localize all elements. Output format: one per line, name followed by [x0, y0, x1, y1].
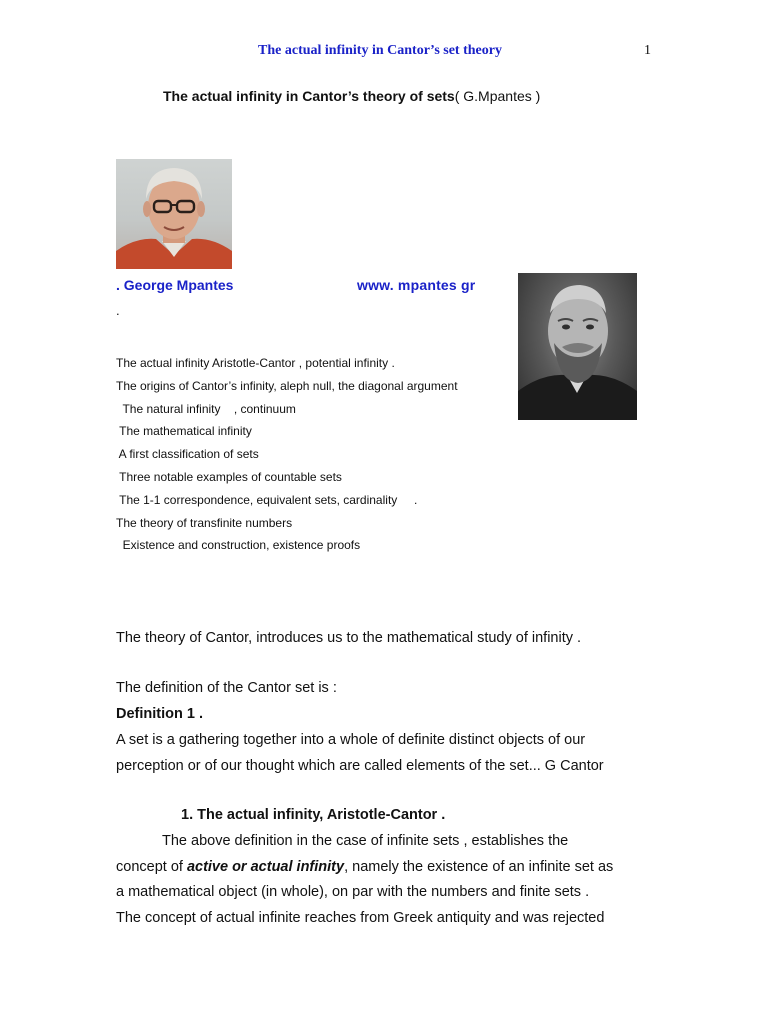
- line-text: concept of: [116, 858, 187, 875]
- paragraph-line: [116, 855, 676, 881]
- toc-item: The actual infinity Aristotle-Cantor , potential infinity .: [116, 356, 395, 370]
- section-paragraph: [116, 829, 676, 931]
- document-title-main: The actual infinity in Cantor’s theory of sets: [163, 88, 455, 104]
- author-name: . George Mpantes: [116, 277, 234, 293]
- intro-paragraph: The theory of Cantor, introduces us to the mathematical study of infinity .: [116, 630, 582, 646]
- toc-item: The natural infinity , continuum: [116, 401, 296, 416]
- separator-dot: .: [116, 303, 120, 318]
- toc-item: Three notable examples of countable sets: [116, 469, 342, 484]
- paragraph-line: The above definition in the case of infinite sets , establishes the: [162, 833, 569, 849]
- paragraph-line: a mathematical object (in whole), on par with the numbers and finite sets .: [116, 884, 590, 900]
- definition-label: Definition 1 .: [116, 706, 203, 722]
- author-website-link[interactable]: www. mpantes gr: [357, 277, 476, 293]
- document-title-author: ( G.Mpantes ): [454, 88, 541, 104]
- definition-text: [116, 728, 676, 779]
- definition-line: A set is a gathering together into a whole of definite distinct objects of our: [116, 732, 586, 748]
- document-title: [163, 88, 540, 104]
- section-heading: 1. The actual infinity, Aristotle-Cantor .: [181, 807, 446, 823]
- running-header-title: The actual infinity in Cantor’s set theory: [258, 43, 502, 58]
- toc-item: A first classification of sets: [116, 447, 259, 462]
- toc-item: The mathematical infinity: [116, 424, 252, 439]
- toc-item: The theory of transfinite numbers: [116, 515, 293, 530]
- page-number: 1: [644, 43, 651, 58]
- definition-line: perception or of our thought which are called elements of the set... G Cantor: [116, 757, 604, 774]
- line-text: , namely the existence of an infinite set as: [344, 858, 614, 875]
- table-of-contents: [116, 352, 458, 557]
- toc-item: The origins of Cantor’s infinity, aleph null, the diagonal argument: [116, 378, 458, 393]
- author-photo: [116, 159, 232, 269]
- toc-item: Existence and construction, existence proofs: [116, 538, 361, 553]
- toc-item: The 1-1 correspondence, equivalent sets, cardinality .: [116, 492, 418, 507]
- emphasis-text: active or actual infinity: [186, 858, 345, 875]
- cantor-portrait: [518, 273, 637, 420]
- paragraph-line: The concept of actual infinite reaches from Greek antiquity and was rejected: [116, 909, 605, 926]
- definition-intro: The definition of the Cantor set is :: [116, 680, 337, 696]
